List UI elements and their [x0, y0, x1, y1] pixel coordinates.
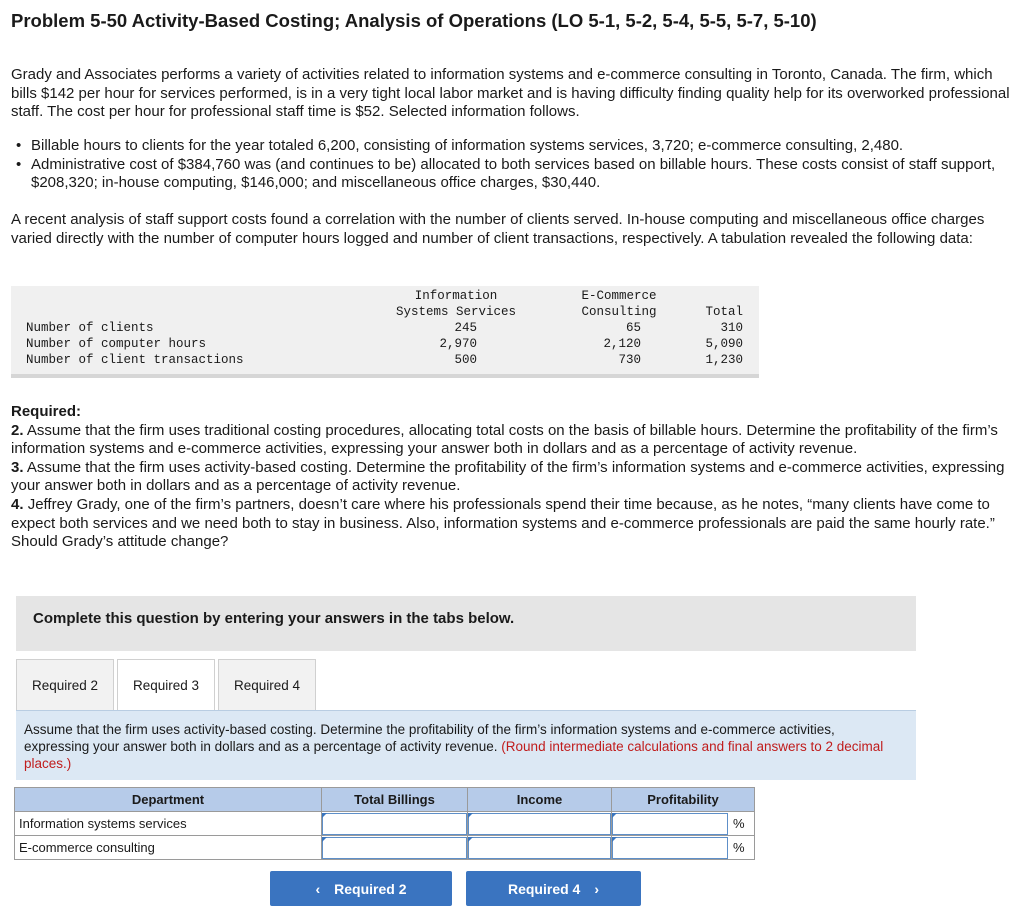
next-button-label: Required 4: [507, 880, 581, 897]
col-header-ecom-line1: E-Commerce: [581, 289, 657, 303]
col-header-profitability: Profitability: [612, 788, 755, 812]
intro-paragraph: Grady and Associates performs a variety of activities related to information systems and e-commerce consulting in Toronto, Canada. The firm, which bills $142 per hour for services performed, is in a very tight local labor market and is having difficulty finding quality help for its overworked professional staff. The cost per hour for professional staff time is $52. Selected information follows.: [11, 66, 1010, 121]
percent-unit: %: [733, 816, 745, 831]
chevron-left-icon: ‹: [315, 880, 321, 897]
row-computer-hours-total: 5,090: [705, 337, 743, 351]
department-label: Information systems services: [15, 812, 322, 836]
prev-required-button[interactable]: [270, 871, 452, 906]
complete-question-banner: [16, 596, 916, 651]
required-item-number: 3.: [11, 458, 24, 476]
complete-question-text: Complete this question by entering your answers in the tabs below.: [33, 610, 515, 627]
col-header-total-billings: Total Billings: [322, 788, 468, 812]
answer-table: [14, 787, 755, 860]
required-section: [11, 403, 1014, 552]
required-item-4: [11, 496, 1014, 552]
instructions-main: Assume that the firm uses activity-based costing. Determine the profitability of the firm’s information systems and e-commerce activities, expressing your answer both in dollars and as a percentage of activity revenue.: [24, 722, 835, 754]
col-header-department: Department: [15, 788, 322, 812]
row-computer-hours-ecom: 2,120: [603, 337, 641, 351]
required-item-text: Assume that the firm uses traditional costing procedures, allocating total costs on the basis of billable hours. Determine the profitability of the firm’s information systems and e-commerce activities, expressing your answer both in dollars and as a percentage of activity revenue.: [11, 421, 998, 458]
row-client-transactions-info: 500: [454, 353, 477, 367]
required-item-number: 2.: [11, 421, 24, 439]
table-row: [15, 836, 755, 860]
fact-item-billable-hours: • Billable hours to clients for the year totaled 6,200, consisting of information systems services, 3,720; e-commerce consulting, 2,480.: [11, 137, 1016, 156]
department-label: E-commerce consulting: [15, 836, 322, 860]
tab-required-2[interactable]: Required 2: [16, 659, 114, 711]
row-clients-ecom: 65: [625, 321, 641, 335]
table-row: [15, 812, 755, 836]
required-item-text: Jeffrey Grady, one of the firm’s partners, doesn’t care where his professionals spend their time because, as he notes, “many clients have come to expect both services and we need both to stay in business. Also, information systems and e-commerce professionals are paid the same hourly rate.” Should Grady’s attitude change?: [11, 495, 995, 551]
col-header-income: Income: [468, 788, 612, 812]
rounding-note: (Round intermediate calculations and final answers to 2 decimal places.): [24, 739, 884, 771]
facts-list: [11, 137, 1016, 193]
next-required-button[interactable]: [466, 871, 641, 906]
row-computer-hours-info: 2,970: [439, 337, 477, 351]
tab-required-3[interactable]: Required 3: [117, 659, 215, 712]
row-client-transactions-ecom: 730: [618, 353, 641, 367]
col-header-info-line2: Systems Services: [395, 305, 517, 319]
row-clients-total: 310: [720, 321, 743, 335]
col-header-ecom-line2: Consulting: [581, 305, 657, 319]
required-item-3: [11, 459, 1014, 496]
total-billings-input[interactable]: [322, 837, 467, 859]
fact-item-administrative-cost: • Administrative cost of $384,760 was (and continues to be) allocated to both services based on billable hours. These costs consist of staff support, $208,320; in-house computing, $146,000; and miscellaneous office charges, $30,440.: [11, 156, 1016, 193]
row-label-clients: Number of clients: [26, 321, 154, 335]
profitability-input[interactable]: [612, 837, 728, 859]
row-label-client-transactions: Number of client transactions: [26, 353, 244, 367]
profitability-input[interactable]: [612, 813, 728, 835]
row-client-transactions-total: 1,230: [705, 353, 743, 367]
row-label-computer-hours: Number of computer hours: [26, 337, 207, 351]
instructions-box: [16, 710, 916, 780]
percent-unit: %: [733, 840, 745, 855]
income-input[interactable]: [468, 837, 611, 859]
instructions-text: [24, 721, 894, 772]
tab-required-4[interactable]: Required 4: [218, 659, 316, 711]
chevron-right-icon: ›: [594, 880, 600, 897]
required-heading: Required:: [11, 403, 82, 420]
problem-title: Problem 5-50 Activity-Based Costing; Analysis of Operations (LO 5-1, 5-2, 5-4, 5-5, 5-7, 5-10): [11, 10, 817, 31]
row-clients-info: 245: [454, 321, 477, 335]
col-header-info-line1: Information: [414, 289, 498, 303]
prev-button-label: Required 2: [334, 880, 407, 897]
data-table: [11, 286, 759, 378]
total-billings-input[interactable]: [322, 813, 467, 835]
required-item-2: [11, 422, 1014, 459]
analysis-paragraph: A recent analysis of staff support costs found a correlation with the number of clients served. In-house computing and miscellaneous office charges varied directly with the number of computer hours logged and number of client transactions, respectively. A tabulation revealed the following data:: [11, 211, 985, 247]
required-item-number: 4.: [11, 495, 24, 513]
required-item-text: Assume that the firm uses activity-based costing. Determine the profitability of the firm’s information systems and e-commerce activities, expressing your answer both in dollars and as a percentage of activity revenue.: [11, 458, 1005, 495]
col-header-total: Total: [705, 305, 743, 319]
income-input[interactable]: [468, 813, 611, 835]
